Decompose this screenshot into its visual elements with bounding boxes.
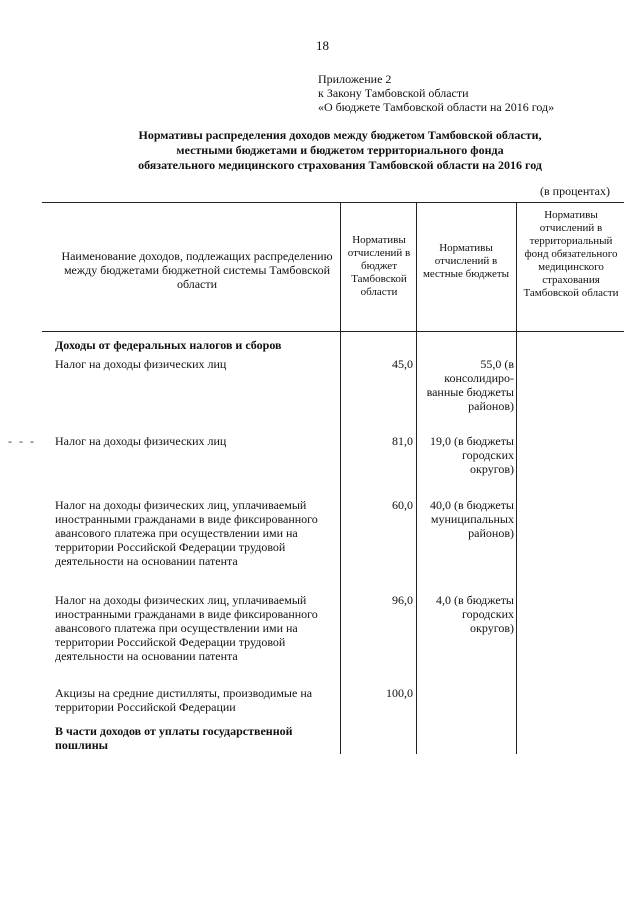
page-number: 18	[316, 38, 329, 53]
header-regional-budget: Нормативы отчислений в бюджет Тамбовской области	[347, 234, 411, 298]
scan-dash-mark: - - -	[8, 434, 36, 448]
appendix-line-2: к Закону Тамбовской области	[318, 86, 469, 100]
row-2-local: 19,0 (в бюджеты городских округов)	[430, 434, 514, 476]
row-1-local: 55,0 (в консолидиро-ванные бюджеты районов)	[426, 357, 514, 413]
row-4-regional: 96,0	[392, 593, 413, 607]
row-4-name: Налог на доходы физических лиц, уплачиваемый иностранными гражданами в виде фиксированного авансового платежа при осуществлении ими на территории Российской Федерации трудовой деятельности на основании патента	[55, 593, 318, 663]
row-5-regional: 100,0	[386, 686, 413, 700]
row-5-name: Акцизы на средние дистилляты, производимые на территории Российской Федерации	[55, 686, 313, 714]
column-divider-3	[516, 202, 517, 754]
title-line-3: обязательного медицинского страхования Тамбовской области на 2016 год	[138, 158, 542, 172]
header-local-budgets: Нормативы отчислений в местные бюджеты	[422, 242, 510, 280]
row-4-local: 4,0 (в бюджеты городских округов)	[436, 593, 514, 635]
row-1-name: Налог на доходы физических лиц	[55, 357, 227, 371]
column-divider-1	[340, 202, 341, 754]
table-row-section-state-duty: В части доходов от уплаты государственной пошлины	[55, 724, 293, 752]
header-income-name: Наименование доходов, подлежащих распределению между бюджетами бюджетной системы Тамбовской области	[61, 249, 333, 291]
appendix-line-3: «О бюджете Тамбовской области на 2016 год»	[318, 100, 555, 114]
column-divider-2	[416, 202, 417, 754]
table-top-border	[42, 202, 624, 203]
header-tfoms: Нормативы отчислений в территориальный фонд обязательного медицинского страхования Тамбовской области	[523, 209, 619, 299]
row-3-name: Налог на доходы физических лиц, уплачиваемый иностранными гражданами в виде фиксированного авансового платежа при осуществлении ими на территории Российской Федерации трудовой деятельности на основании патента	[55, 498, 318, 568]
row-2-regional: 81,0	[392, 434, 413, 448]
title-line-1: Нормативы распределения доходов между бюджетом Тамбовской области,	[138, 128, 542, 142]
row-1-regional: 45,0	[392, 357, 413, 371]
header-bottom-border	[42, 331, 624, 332]
title-line-2: местными бюджетами и бюджетом территориального фонда	[176, 143, 504, 157]
unit-note: (в процентах)	[540, 184, 610, 198]
appendix-line-1: Приложение 2	[318, 72, 392, 86]
document-title	[90, 128, 590, 173]
row-3-regional: 60,0	[392, 498, 413, 512]
row-2-name: Налог на доходы физических лиц	[55, 434, 227, 448]
table-row-section-federal: Доходы от федеральных налогов и сборов	[55, 338, 282, 352]
row-3-local: 40,0 (в бюджеты муниципальных районов)	[430, 498, 514, 540]
appendix-note	[318, 72, 554, 114]
